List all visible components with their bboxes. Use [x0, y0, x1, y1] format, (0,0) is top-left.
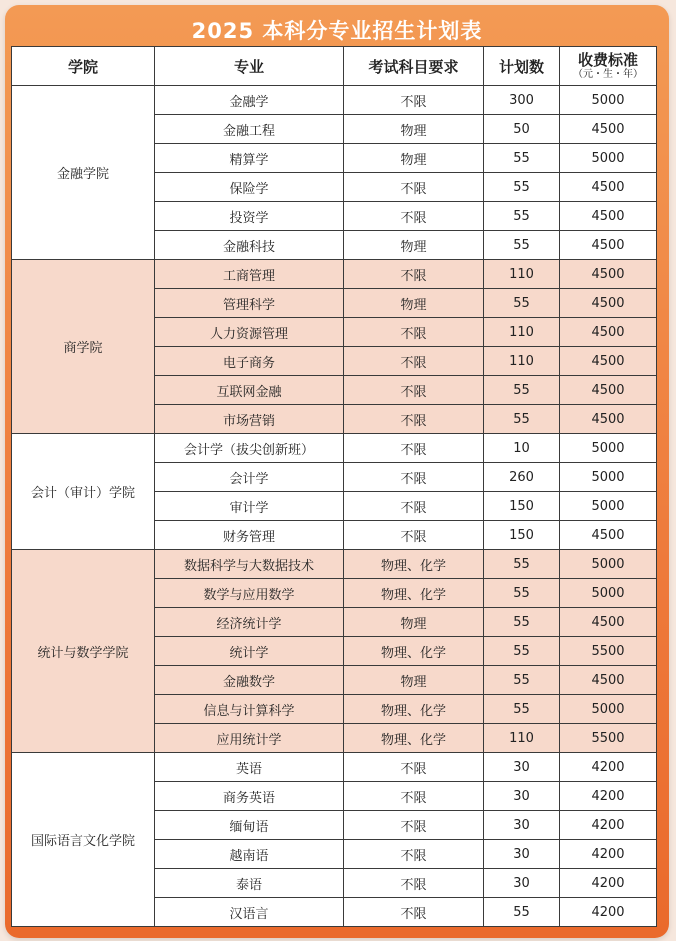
requirement-cell: 物理 [344, 608, 484, 637]
fee-cell: 5000 [560, 492, 657, 521]
fee-cell: 5000 [560, 550, 657, 579]
fee-cell: 4500 [560, 608, 657, 637]
major-cell: 金融工程 [155, 115, 344, 144]
requirement-cell: 物理 [344, 666, 484, 695]
major-cell: 保险学 [155, 173, 344, 202]
plan-cell: 260 [484, 463, 560, 492]
header-fee-unit: （元・生・年） [573, 69, 643, 80]
fee-cell: 4200 [560, 898, 657, 927]
header-major: 专业 [155, 47, 344, 86]
requirement-cell: 不限 [344, 463, 484, 492]
table-header-row [12, 47, 657, 86]
fee-cell: 5000 [560, 434, 657, 463]
requirement-cell: 不限 [344, 840, 484, 869]
major-cell: 市场营销 [155, 405, 344, 434]
major-cell: 工商管理 [155, 260, 344, 289]
requirement-cell: 不限 [344, 318, 484, 347]
plan-cell: 55 [484, 231, 560, 260]
plan-cell: 150 [484, 492, 560, 521]
plan-cell: 55 [484, 579, 560, 608]
major-cell: 审计学 [155, 492, 344, 521]
enrollment-plan-table [11, 46, 657, 927]
header-fee [560, 47, 657, 86]
table-row [12, 550, 657, 579]
fee-cell: 4500 [560, 173, 657, 202]
major-cell: 数学与应用数学 [155, 579, 344, 608]
college-cell: 国际语言文化学院 [12, 753, 155, 927]
fee-cell: 4200 [560, 811, 657, 840]
major-cell: 英语 [155, 753, 344, 782]
requirement-cell: 物理 [344, 144, 484, 173]
major-cell: 经济统计学 [155, 608, 344, 637]
major-cell: 互联网金融 [155, 376, 344, 405]
plan-cell: 30 [484, 811, 560, 840]
plan-cell: 10 [484, 434, 560, 463]
fee-cell: 4500 [560, 347, 657, 376]
major-cell: 泰语 [155, 869, 344, 898]
requirement-cell: 物理、化学 [344, 637, 484, 666]
plan-cell: 55 [484, 144, 560, 173]
plan-cell: 55 [484, 695, 560, 724]
fee-cell: 4200 [560, 840, 657, 869]
requirement-cell: 不限 [344, 811, 484, 840]
requirement-cell: 不限 [344, 869, 484, 898]
fee-cell: 4500 [560, 376, 657, 405]
plan-cell: 300 [484, 86, 560, 115]
major-cell: 金融学 [155, 86, 344, 115]
fee-cell: 5000 [560, 463, 657, 492]
fee-cell: 5000 [560, 86, 657, 115]
page-title: 2025 本科分专业招生计划表 [191, 19, 483, 43]
plan-cell: 30 [484, 753, 560, 782]
major-cell: 汉语言 [155, 898, 344, 927]
fee-cell: 4500 [560, 231, 657, 260]
requirement-cell: 物理、化学 [344, 724, 484, 753]
plan-cell: 55 [484, 289, 560, 318]
plan-cell: 55 [484, 608, 560, 637]
fee-cell: 5000 [560, 579, 657, 608]
fee-cell: 4500 [560, 260, 657, 289]
fee-cell: 4500 [560, 289, 657, 318]
requirement-cell: 不限 [344, 260, 484, 289]
requirement-cell: 不限 [344, 173, 484, 202]
plan-cell: 30 [484, 840, 560, 869]
plan-cell: 110 [484, 347, 560, 376]
requirement-cell: 不限 [344, 405, 484, 434]
plan-cell: 110 [484, 318, 560, 347]
requirement-cell: 不限 [344, 202, 484, 231]
requirement-cell: 不限 [344, 753, 484, 782]
fee-cell: 5500 [560, 724, 657, 753]
plan-cell: 55 [484, 898, 560, 927]
fee-cell: 4500 [560, 115, 657, 144]
fee-cell: 4500 [560, 318, 657, 347]
table-row [12, 260, 657, 289]
major-cell: 会计学（拔尖创新班） [155, 434, 344, 463]
major-cell: 越南语 [155, 840, 344, 869]
requirement-cell: 不限 [344, 376, 484, 405]
fee-cell: 4500 [560, 202, 657, 231]
plan-cell: 55 [484, 202, 560, 231]
college-cell: 会计（审计）学院 [12, 434, 155, 550]
fee-cell: 4500 [560, 666, 657, 695]
requirement-cell: 物理 [344, 289, 484, 318]
header-requirement: 考试科目要求 [344, 47, 484, 86]
requirement-cell: 不限 [344, 86, 484, 115]
major-cell: 统计学 [155, 637, 344, 666]
plan-cell: 110 [484, 724, 560, 753]
fee-cell: 5000 [560, 144, 657, 173]
major-cell: 数据科学与大数据技术 [155, 550, 344, 579]
plan-cell: 55 [484, 405, 560, 434]
header-plan: 计划数 [484, 47, 560, 86]
table-row [12, 86, 657, 115]
requirement-cell: 不限 [344, 782, 484, 811]
major-cell: 人力资源管理 [155, 318, 344, 347]
college-cell: 金融学院 [12, 86, 155, 260]
plan-cell: 55 [484, 550, 560, 579]
fee-cell: 4200 [560, 869, 657, 898]
requirement-cell: 不限 [344, 898, 484, 927]
major-cell: 应用统计学 [155, 724, 344, 753]
plan-cell: 55 [484, 666, 560, 695]
major-cell: 商务英语 [155, 782, 344, 811]
fee-cell: 4500 [560, 521, 657, 550]
requirement-cell: 不限 [344, 434, 484, 463]
fee-cell: 4200 [560, 753, 657, 782]
plan-cell: 150 [484, 521, 560, 550]
requirement-cell: 物理 [344, 231, 484, 260]
requirement-cell: 不限 [344, 347, 484, 376]
major-cell: 电子商务 [155, 347, 344, 376]
major-cell: 会计学 [155, 463, 344, 492]
plan-cell: 55 [484, 173, 560, 202]
requirement-cell: 物理 [344, 115, 484, 144]
major-cell: 投资学 [155, 202, 344, 231]
fee-cell: 4500 [560, 405, 657, 434]
college-cell: 统计与数学学院 [12, 550, 155, 753]
fee-cell: 4200 [560, 782, 657, 811]
requirement-cell: 物理、化学 [344, 550, 484, 579]
plan-cell: 55 [484, 637, 560, 666]
major-cell: 金融数学 [155, 666, 344, 695]
major-cell: 精算学 [155, 144, 344, 173]
plan-cell: 30 [484, 869, 560, 898]
header-fee-label: 收费标准 [577, 51, 638, 69]
requirement-cell: 不限 [344, 492, 484, 521]
header-college: 学院 [12, 47, 155, 86]
major-cell: 财务管理 [155, 521, 344, 550]
plan-cell: 55 [484, 376, 560, 405]
table-row [12, 753, 657, 782]
plan-cell: 50 [484, 115, 560, 144]
major-cell: 信息与计算科学 [155, 695, 344, 724]
fee-cell: 5000 [560, 695, 657, 724]
fee-cell: 5500 [560, 637, 657, 666]
table-body [12, 86, 657, 927]
plan-cell: 110 [484, 260, 560, 289]
plan-cell: 30 [484, 782, 560, 811]
table-row [12, 434, 657, 463]
requirement-cell: 物理、化学 [344, 579, 484, 608]
major-cell: 管理科学 [155, 289, 344, 318]
requirement-cell: 不限 [344, 521, 484, 550]
requirement-cell: 物理、化学 [344, 695, 484, 724]
major-cell: 缅甸语 [155, 811, 344, 840]
major-cell: 金融科技 [155, 231, 344, 260]
college-cell: 商学院 [12, 260, 155, 434]
